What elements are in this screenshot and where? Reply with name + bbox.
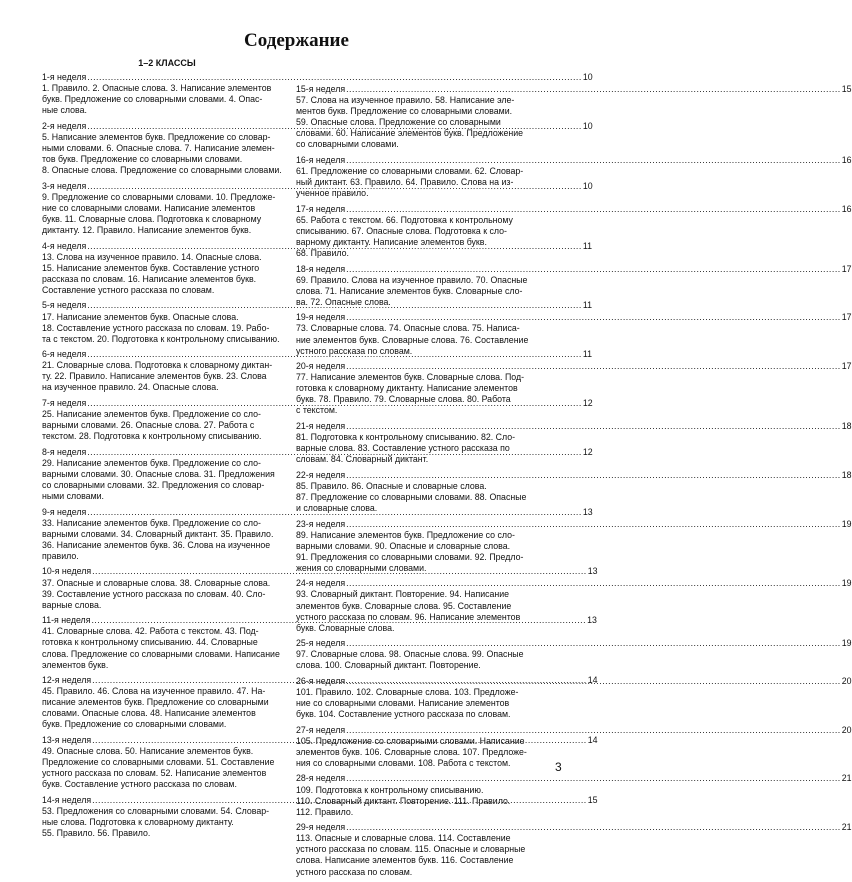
topic-line: 21. Словарные слова. Подготовка к словарному диктан- — [42, 360, 273, 371]
toc-entry-header — [296, 312, 852, 323]
topic-line: ментов букв. Предложение со словарными словами. — [296, 106, 513, 117]
week-label: 9-я неделя — [42, 506, 87, 517]
topic-line: варные слова. 83. Составление устного рассказа по — [296, 443, 510, 454]
topic-line: 77. Написание элементов букв. Словарные слова. Под- — [296, 372, 525, 383]
toc-entry-topics — [42, 686, 292, 730]
toc-entry-header — [296, 84, 852, 95]
topic-line: правило. — [42, 550, 79, 561]
topic-line: 18. Составление устного рассказа по словам. 19. Рабо- — [42, 322, 270, 333]
toc-entry-header — [296, 263, 852, 275]
dot-leader — [346, 204, 841, 215]
topic-line: букв. Предложение со словарными словами. 4. Опас- — [42, 94, 263, 105]
topic-line: ту. 22. Правило. Написание элементов букв. 23. Слова — [42, 371, 267, 382]
topic-line: Составление устного рассказа по словам. — [42, 284, 215, 295]
week-label: 19-я неделя — [296, 312, 346, 323]
topic-line: со словарными словами. — [296, 139, 399, 150]
topic-line: элементов букв. — [42, 659, 109, 670]
toc-entry-topics — [42, 312, 292, 345]
toc-entry-topics — [296, 833, 546, 877]
topic-line: букв. Словарные слова. — [296, 622, 395, 633]
page-ref: 18 — [841, 420, 852, 431]
page-ref: 13 — [582, 506, 593, 517]
week-label: 24-я неделя — [296, 578, 346, 589]
week-label: 4-я неделя — [42, 240, 87, 251]
week-label: 14-я неделя — [42, 794, 92, 805]
topic-line: 55. Правило. 56. Правило. — [42, 828, 151, 839]
topic-line: букв. Предложение со словарными словами. — [42, 719, 227, 730]
page-ref: 13 — [587, 566, 598, 577]
week-label: 11-я неделя — [42, 615, 91, 626]
topic-line: 9. Предложение со словарными словами. 10. Предложе- — [42, 191, 276, 202]
toc-entry-topics — [296, 95, 546, 150]
topic-line: ва. 72. Опасные слова. — [296, 296, 391, 307]
page-ref: 14 — [587, 675, 598, 686]
week-label: 18-я неделя — [296, 263, 346, 274]
toc-entry-topics — [296, 275, 546, 308]
topic-line: 33. Написание элементов букв. Предложение со сло- — [42, 517, 261, 528]
toc-entry-header — [296, 638, 852, 649]
topic-line: 93. Словарный диктант. Повторение. 94. Написание — [296, 589, 510, 600]
week-label: 20-я неделя — [296, 361, 346, 372]
toc-entry-header — [42, 72, 593, 83]
toc-entry-topics — [42, 360, 292, 393]
topic-line: ние элементов букв. Словарные слова. 76. Составление — [296, 334, 529, 345]
page-ref: 21 — [841, 773, 852, 784]
topic-line: 65. Работа с текстом. 66. Подготовка к контрольному — [296, 214, 513, 225]
page-ref: 12 — [582, 397, 593, 408]
topic-line: ние со словарными словами. Написание элементов — [296, 698, 510, 709]
topic-line: 110. Словарный диктант. Повторение. 111. Правило. — [296, 795, 511, 806]
week-label: 17-я неделя — [296, 203, 346, 214]
toc-entry-topics — [42, 192, 292, 236]
week-label: 26-я неделя — [296, 675, 346, 686]
toc-entry-topics — [296, 649, 546, 671]
topic-line: 101. Правило. 102. Словарные слова. 103. Предложе- — [296, 686, 519, 697]
dot-leader — [346, 421, 841, 432]
toc-entry-header — [296, 469, 852, 481]
topic-line: 69. Правило. Слова на изученное правило. 70. Опасные — [296, 274, 528, 285]
toc-entry-topics — [296, 589, 546, 633]
week-label: 27-я неделя — [296, 724, 346, 735]
topic-line: 81. Подготовка к контрольному списыванию. 82. Сло- — [296, 432, 516, 443]
toc-entry-topics — [42, 578, 292, 611]
toc-entry-header — [296, 203, 852, 215]
topic-line: списыванию. 67. Опасные слова. Подготовка к сло- — [296, 225, 507, 236]
topic-line: с текстом. — [296, 405, 338, 416]
topic-line: 36. Написание элементов букв. 36. Слова на изученное — [42, 539, 271, 550]
topic-line: устного рассказа по словам. — [296, 866, 413, 877]
topic-line: 105. Предложение со словарными словами. Написание — [296, 735, 525, 746]
toc-entry-topics — [296, 166, 546, 199]
dot-leader — [346, 578, 841, 589]
week-label: 3-я неделя — [42, 180, 87, 191]
page-ref: 17 — [841, 312, 852, 323]
topic-line: ными словами. 6. Опасные слова. 7. Написание элемен- — [42, 143, 275, 154]
page-ref: 17 — [841, 263, 852, 274]
page-ref: 12 — [582, 446, 593, 457]
week-label: 6-я неделя — [42, 349, 87, 360]
dot-leader — [87, 72, 582, 83]
topic-line: диктанту. 12. Правило. Написание элементов букв. — [42, 225, 252, 236]
topic-line: устного рассказа по словам. 96. Написание элементов — [296, 611, 521, 622]
topic-line: варными словами. 30. Опасные слова. 31. Предложения — [42, 468, 275, 479]
toc-entry-topics — [42, 83, 292, 116]
toc-entry-topics — [296, 530, 546, 574]
topic-line: 25. Написание элементов букв. Предложение со сло- — [42, 409, 261, 420]
topic-line: 53. Предложения со словарными словами. 54. Словар- — [42, 805, 270, 816]
topic-line: и словарные слова. — [296, 503, 378, 514]
topic-line: 39. Составление устного рассказа по словам. 40. Сло- — [42, 588, 266, 599]
topic-line: 68. Правило. — [296, 248, 349, 259]
topic-line: варными словами. 90. Опасные и словарные слова. — [296, 540, 511, 551]
toc-entry-topics — [296, 372, 546, 416]
topic-line: 61. Предложение со словарными словами. 62. Словар- — [296, 166, 524, 177]
topic-line: ния со словарными словами. 108. Работа с текстом. — [296, 757, 511, 768]
topic-line: на изученное правило. 24. Опасные слова. — [42, 382, 219, 393]
week-label: 28-я неделя — [296, 773, 346, 784]
toc-entry-header — [296, 724, 852, 736]
toc-right-column — [296, 84, 852, 882]
topic-line: 59. Опасные слова. Предложение со словарными — [296, 117, 501, 128]
topic-line: жения со словарными словами. — [296, 562, 427, 573]
page-ref: 13 — [587, 615, 597, 626]
topic-line: текстом. 28. Подготовка к контрольному списыванию. — [42, 431, 262, 442]
topic-line: букв. 104. Составление устного рассказа по словам. — [296, 709, 511, 720]
dot-leader — [346, 84, 841, 95]
topic-line: 37. Опасные и словарные слова. 38. Словарные слова. — [42, 577, 271, 588]
toc-entry — [296, 822, 852, 877]
week-label: 21-я неделя — [296, 420, 346, 431]
page-ref: 10 — [582, 72, 593, 83]
topic-line: слова. 71. Написание элементов букв. Словарные сло- — [296, 285, 523, 296]
week-label: 22-я неделя — [296, 469, 346, 480]
topic-line: 8. Опасные слова. Предложение со словарными словами. — [42, 165, 282, 176]
week-label: 15-я неделя — [296, 84, 346, 94]
toc-entry-topics — [296, 687, 546, 720]
week-label: 7-я неделя — [42, 397, 87, 408]
section-title: 1–2 КЛАССЫ — [138, 58, 196, 68]
dot-leader — [346, 361, 841, 372]
topic-line: ными словами. — [42, 491, 104, 502]
dot-leader — [346, 264, 841, 275]
topic-line: 89. Написание элементов букв. Предложение со сло- — [296, 529, 515, 540]
topic-line: 49. Опасные слова. 50. Написание элементов букв. — [42, 746, 254, 757]
page-ref: 11 — [582, 349, 592, 360]
week-label: 23-я неделя — [296, 518, 346, 529]
topic-line: рассказа по словам. 16. Написание элементов букв. — [42, 273, 257, 284]
topic-line: та с текстом. 20. Подготовка к контрольному списыванию. — [42, 333, 280, 344]
topic-line: 57. Слова на изученное правило. 58. Написание эле- — [296, 95, 515, 106]
topic-line: устного рассказа по словам. — [296, 345, 413, 356]
toc-entry-header — [296, 361, 852, 372]
topic-line: букв. Составление устного рассказа по словам. — [42, 779, 237, 790]
page-ref: 11 — [582, 300, 592, 311]
topic-line: словам. 84. Словарный диктант. — [296, 454, 429, 465]
topic-line: 109. Подготовка к контрольному списыванию. — [296, 784, 484, 795]
toc-entry-header — [296, 420, 852, 432]
toc-entry-header — [296, 773, 852, 784]
page-ref: 10 — [582, 180, 593, 191]
topic-line: ние со словарными словами. Написание элементов — [42, 202, 256, 213]
topic-line: ные слова. — [42, 105, 87, 116]
topic-line: со словарными словами. 32. Предложения со словар- — [42, 480, 265, 491]
page-ref: 17 — [841, 361, 852, 372]
week-label: 12-я неделя — [42, 675, 92, 686]
toc-entry-topics — [42, 409, 292, 442]
toc-entry-topics — [296, 215, 546, 259]
week-label: 2-я неделя — [42, 120, 87, 131]
page-ref: 18 — [841, 469, 852, 480]
toc-entry-topics — [296, 481, 546, 514]
topic-line: варные слова. — [42, 599, 102, 610]
week-label: 16-я неделя — [296, 154, 346, 165]
topic-line: 91. Предложения со словарными словами. 92. Предло- — [296, 551, 524, 562]
toc-entry-topics — [296, 432, 546, 465]
page-ref: 15 — [587, 794, 598, 805]
week-label: 29-я неделя — [296, 822, 346, 833]
toc-entry-header — [296, 518, 852, 530]
toc-entry-topics — [296, 785, 546, 818]
topic-line: 113. Опасные и словарные слова. 114. Составление — [296, 833, 511, 844]
topic-line: устного рассказа по словам. 52. Написание элементов — [42, 768, 267, 779]
topic-line: элементов букв. 106. Словарные слова. 107. Предложе- — [296, 746, 527, 757]
toc-entry-header — [296, 154, 852, 166]
dot-leader — [346, 822, 841, 833]
topic-line: 15. Написание элементов букв. Составление устного — [42, 262, 260, 273]
page-ref: 16 — [841, 154, 852, 165]
topic-line: 85. Правило. 86. Опасные и словарные слова. — [296, 480, 487, 491]
dot-leader — [346, 312, 841, 323]
topic-line: варному диктанту. Написание элементов букв. — [296, 237, 487, 247]
toc-entry-topics — [42, 458, 292, 502]
page-ref: 15 — [841, 84, 852, 94]
topic-line: ученное правило. — [296, 188, 369, 199]
topic-line: букв. 78. Правило. 79. Словарные слова. 80. Работа — [296, 394, 511, 405]
toc-entry-topics — [42, 518, 292, 562]
week-label: 25-я неделя — [296, 638, 346, 649]
dot-leader — [346, 676, 841, 687]
topic-line: тов букв. Предложение со словарными словами. — [42, 154, 243, 165]
topic-line: 5. Написание элементов букв. Предложение со словар- — [42, 131, 271, 142]
toc-entry-topics — [296, 323, 546, 356]
page-ref: 19 — [841, 518, 852, 529]
topic-line: варными словами. 34. Словарный диктант. 35. Правило. — [42, 528, 274, 539]
page-title: Содержание — [244, 30, 349, 51]
topic-line: слова. 100. Словарный диктант. Повторение. — [296, 660, 481, 671]
week-label: 13-я неделя — [42, 734, 92, 745]
toc-entry-topics — [296, 736, 546, 769]
toc-entry — [296, 638, 852, 671]
topic-line: 45. Правило. 46. Слова на изученное правило. 47. На- — [42, 686, 266, 697]
topic-line: 29. Написание элементов букв. Предложение со сло- — [42, 457, 261, 468]
page-ref: 11 — [582, 240, 592, 251]
topic-line: 87. Предложение со словарными словами. 88. Опасные — [296, 491, 527, 502]
week-label: 10-я неделя — [42, 566, 92, 577]
topic-line: 13. Слова на изученное правило. 14. Опасные слова. — [42, 251, 262, 262]
topic-line: 41. Словарные слова. 42. Работа с текстом. 43. Под- — [42, 626, 259, 637]
dot-leader — [346, 725, 841, 736]
page-ref: 19 — [841, 638, 852, 649]
topic-line: слова. Написание элементов букв. 116. Составление — [296, 855, 514, 866]
topic-line: писание элементов букв. Предложение со словарными — [42, 697, 269, 708]
week-label: 5-я неделя — [42, 300, 87, 311]
topic-line: устного рассказа по словам. 115. Опасные и словарные — [296, 844, 526, 855]
topic-line: 17. Написание элементов букв. Опасные слова. — [42, 311, 239, 322]
page-ref: 10 — [582, 120, 593, 131]
dot-leader — [346, 773, 841, 784]
topic-line: элементов букв. Словарные слова. 95. Составление — [296, 600, 512, 611]
week-label: 8-я неделя — [42, 446, 87, 457]
topic-line: Предложение со словарными словами. 51. Составление — [42, 757, 275, 768]
topic-line: варными словами. 26. Опасные слова. 27. Работа с — [42, 420, 255, 431]
page-ref: 19 — [841, 578, 852, 589]
toc-entry-header — [296, 578, 852, 589]
dot-leader — [346, 155, 841, 166]
page-ref: 14 — [587, 734, 598, 745]
page-number: 3 — [555, 760, 562, 774]
topic-line: 112. Правило. — [296, 806, 354, 817]
page-ref: 20 — [841, 675, 852, 686]
toc-entry-topics — [42, 252, 292, 296]
dot-leader — [346, 638, 841, 649]
week-label: 1-я неделя — [42, 72, 87, 83]
topic-line: слова. Предложение со словарными словами. Написание — [42, 648, 280, 659]
toc-entry-topics — [42, 132, 292, 176]
page-ref: 16 — [841, 203, 852, 214]
topic-line: 97. Словарные слова. 98. Опасные слова. 99. Опасные — [296, 649, 524, 660]
topic-line: ные слова. Подготовка к словарному диктанту. — [42, 816, 234, 827]
topic-line: букв. 11. Словарные слова. Подготовка к словарному — [42, 214, 262, 224]
topic-line: 73. Словарные слова. 74. Опасные слова. 75. Написа- — [296, 323, 520, 334]
toc-entry-topics — [42, 626, 292, 670]
dot-leader — [346, 470, 841, 481]
topic-line: ный диктант. 63. Правило. 64. Правило. Слова на из- — [296, 177, 514, 188]
topic-line: готовка к словарному диктанту. Написание элементов — [296, 383, 518, 394]
page-ref: 20 — [841, 724, 852, 735]
toc-entry-topics — [42, 746, 292, 790]
topic-line: готовка к контрольному списыванию. 44. Словарные — [42, 637, 258, 648]
topic-line: словами. 60. Написание элементов букв. Предложение — [296, 128, 524, 139]
dot-leader — [346, 519, 841, 530]
page-ref: 21 — [841, 822, 852, 833]
toc-entry-header — [296, 822, 852, 833]
topic-line: 1. Правило. 2. Опасные слова. 3. Написание элементов — [42, 83, 272, 94]
topic-line: словами. Опасные слова. 48. Написание элементов — [42, 708, 256, 719]
toc-entry-topics — [42, 806, 292, 839]
